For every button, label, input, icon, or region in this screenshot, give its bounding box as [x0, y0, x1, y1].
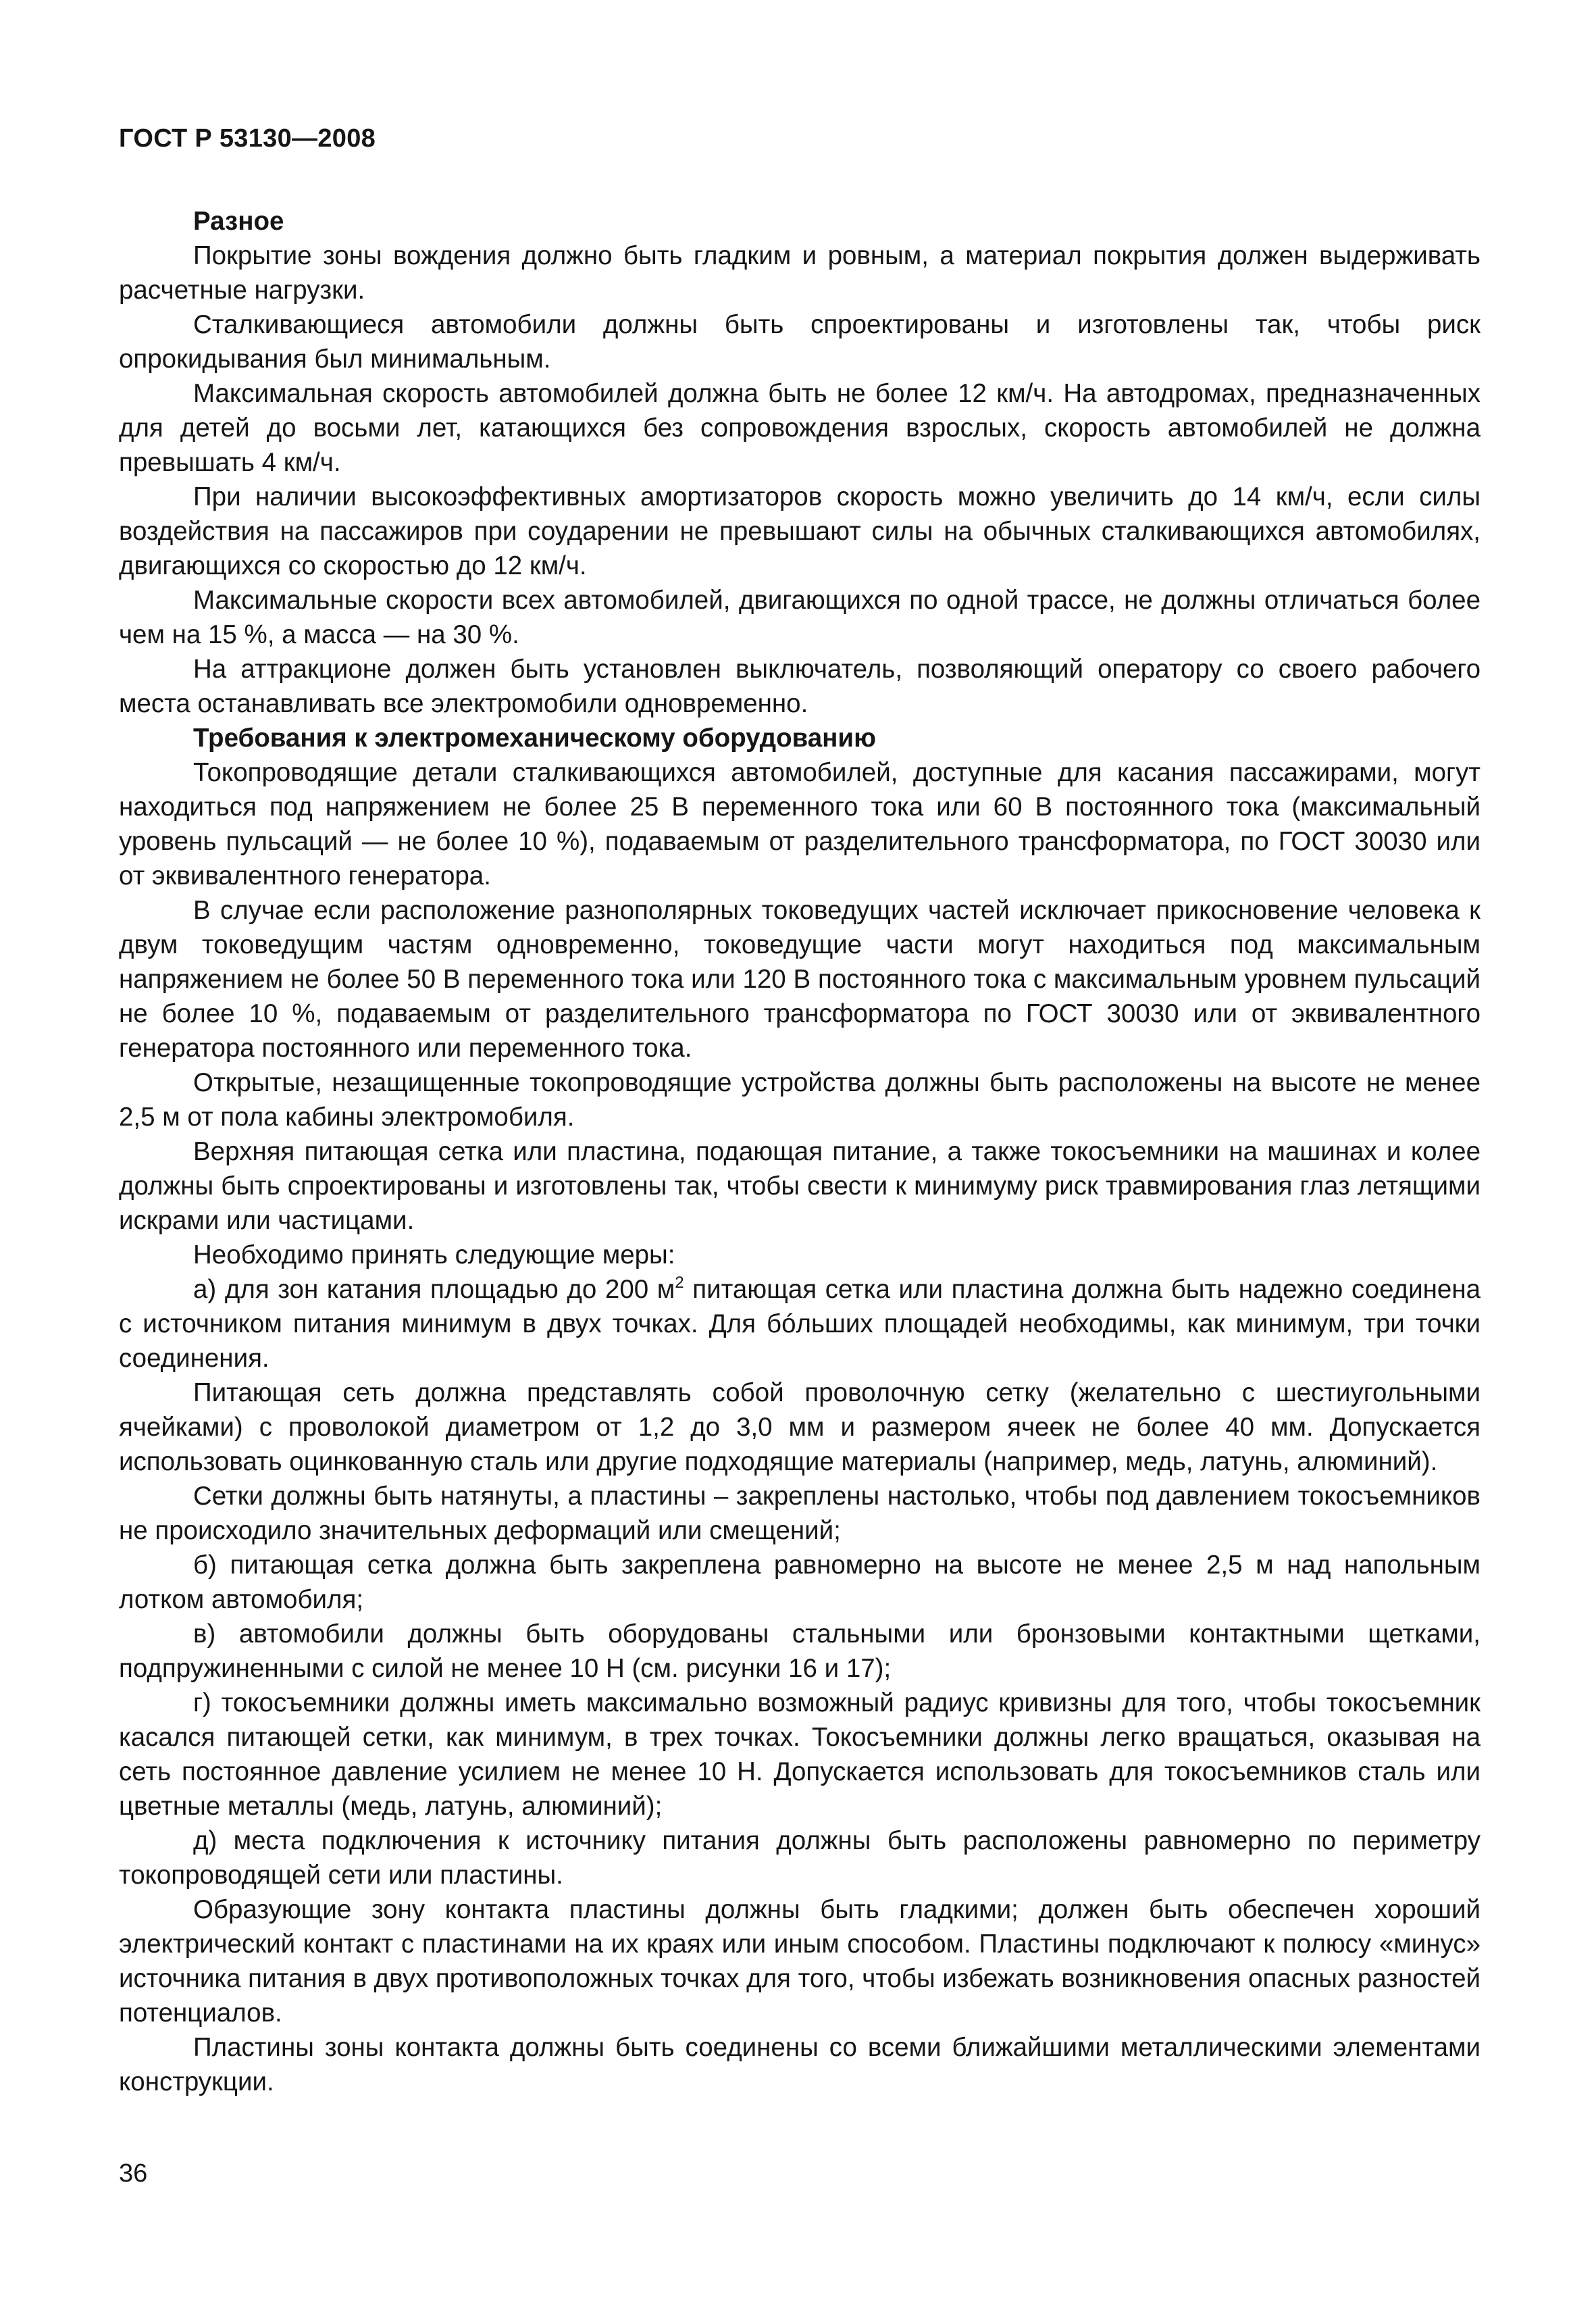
list-item-a: [119, 1272, 1481, 1376]
paragraph: Необходимо принять следующие меры:: [193, 1240, 675, 1269]
paragraph: Покрытие зоны вождения должно быть гладким и ровным, а материал покрытия должен выдерживать расчетные нагрузки.: [119, 241, 1481, 305]
paragraph: В случае если расположение разнополярных токоведущих частей исключает прикосновение человека к двум токоведущим частям одновременно, токоведущие части могут находиться под максимальным напряжением не более 50 В переменного тока или 120 В постоянного тока с максимальным уровнем пульсаций не более 10 %, подаваемым от разделительного трансформатора по ГОСТ 30030 или от эквивалентного генератора постоянного или переменного тока.: [119, 896, 1481, 1063]
paragraph: Образующие зону контакта пластины должны быть гладкими; должен быть обеспечен хороший электрический контакт с пластинами на их краях или иным способом. Пластины подключают к полюсу «минус» источника питания в двух противоположных точках для того, чтобы избежать возникновения опасных разностей потенциалов.: [119, 1895, 1481, 2028]
paragraph: На аттракционе должен быть установлен выключатель, позволяющий оператору со своего рабочего места останавливать все электромобили одновременно.: [119, 655, 1481, 718]
list-item-d: д) места подключения к источнику питания должны быть расположены равномерно по периметру токопроводящей сети или пластины.: [119, 1826, 1481, 1890]
list-item-v: в) автомобили должны быть оборудованы стальными или бронзовыми контактными щетками, подпружиненными с силой не менее 10 Н (см. рисунки 16 и 17);: [119, 1619, 1481, 1683]
list-item-a-text-start: а) для зон катания площадью до 200 м: [193, 1275, 675, 1304]
paragraph: Сталкивающиеся автомобили должны быть спроектированы и изготовлены так, чтобы риск опрокидывания был минимальным.: [119, 310, 1481, 374]
page-number: 36: [119, 2159, 148, 2188]
paragraph: Максимальные скорости всех автомобилей, двигающихся по одной трассе, не должны отличаться более чем на 15 %, а масса — на 30 %.: [119, 586, 1481, 649]
paragraph: Питающая сеть должна представлять собой проволочную сетку (желательно с шестиугольными ячейками) с проволокой диаметром от 1,2 до 3,0 мм и размером ячеек не более 40 мм. Допускается использовать оцинкованную сталь или другие подходящие материалы (например, медь, латунь, алюминий).: [119, 1378, 1481, 1476]
list-item-a-text-end: питающая сетка или пластина должна быть надежно соединена с источником питания минимум в двух точках. Для бóльших площадей необходимы, как минимум, три точки соединения.: [119, 1275, 1481, 1373]
document-id-header: ГОСТ Р 53130—2008: [119, 124, 376, 153]
section-heading-electromechanical: Требования к электромеханическому оборудованию: [193, 724, 876, 753]
list-item-g: г) токосъемники должны иметь максимально возможный радиус кривизны для того, чтобы токосъемник касался питающей сетки, как минимум, в трех точках. Токосъемники должны легко вращаться, оказывая на сеть постоянное давление усилием не менее 10 Н. Допускается использовать для токосъемников сталь или цветные металлы (медь, латунь, алюминий);: [119, 1688, 1481, 1821]
paragraph: Открытые, незащищенные токопроводящие устройства должны быть расположены на высоте не менее 2,5 м от пола кабины электромобиля.: [119, 1068, 1481, 1132]
paragraph: Токопроводящие детали сталкивающихся автомобилей, доступные для касания пассажирами, могут находиться под напряжением не более 25 В переменного тока или 60 В постоянного тока (максимальный уровень пульсаций — не более 10 %), подаваемым от разделительного трансформатора, по ГОСТ 30030 или от эквивалентного генератора.: [119, 758, 1481, 890]
paragraph: Пластины зоны контакта должны быть соединены со всеми ближайшими металлическими элементами конструкции.: [119, 2033, 1481, 2096]
paragraph: Сетки должны быть натянуты, а пластины – закреплены настолько, чтобы под давлением токосъемников не происходило значительных деформаций или смещений;: [119, 1482, 1481, 1545]
paragraph: Верхняя питающая сетка или пластина, подающая питание, а также токосъемники на машинах и колее должны быть спроектированы и изготовлены так, чтобы свести к минимуму риск травмирования глаз летящими искрами или частицами.: [119, 1137, 1481, 1235]
list-item-b: б) питающая сетка должна быть закреплена равномерно на высоте не менее 2,5 м над напольным лотком автомобиля;: [119, 1551, 1481, 1614]
page-body: [119, 201, 1481, 2099]
paragraph: При наличии высокоэффективных амортизаторов скорость можно увеличить до 14 км/ч, если силы воздействия на пассажиров при соударении не превышают силы на обычных сталкивающихся автомобилях, двигающихся со скоростью до 12 км/ч.: [119, 482, 1481, 580]
superscript-squared: 2: [675, 1274, 684, 1292]
section-heading-misc: Разное: [193, 207, 284, 236]
paragraph: Максимальная скорость автомобилей должна быть не более 12 км/ч. На автодромах, предназначенных для детей до восьми лет, катающихся без сопровождения взрослых, скорость автомобилей не должна превышать 4 км/ч.: [119, 379, 1481, 477]
